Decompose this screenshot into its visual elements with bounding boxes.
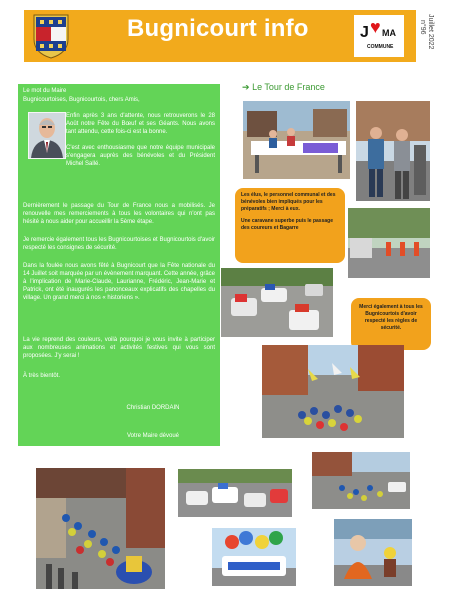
edito-paragraph-6: À très bientôt. bbox=[23, 373, 61, 379]
tour-title-text: Le Tour de France bbox=[252, 82, 325, 92]
mayor-editorial bbox=[18, 84, 220, 446]
photo-giant-puppet bbox=[334, 519, 412, 586]
photo-caravan-floats bbox=[178, 469, 292, 517]
photo-balloon-float bbox=[212, 528, 296, 586]
logo-letter: J bbox=[360, 24, 369, 41]
arrow-right-icon: ➔ bbox=[242, 82, 250, 92]
town-crest-icon bbox=[32, 13, 70, 59]
mayor-closing: Votre Maire dévoué bbox=[126, 433, 180, 439]
edito-salutation: Bugnicourtoises, Bugnicourtois, chers Amis, bbox=[23, 97, 140, 103]
issue-number: n°96 bbox=[419, 20, 426, 35]
photo-organizers bbox=[356, 101, 430, 201]
mayor-portrait-image bbox=[29, 113, 65, 158]
jaime-ma-commune-logo bbox=[354, 15, 404, 57]
logo-word: MA bbox=[382, 28, 396, 38]
edito-paragraph-1: Enfin après 3 ans d'attente, nous retrouverons le 28 Août notre Fête du Bœuf et ses Géants. Nous avons tant attendu, cette fois-ci est la bonne. bbox=[66, 113, 215, 135]
caption-text-safety: Merci également à tous les Bugnicourtois d'avoir respecté les règles de sécurité. bbox=[359, 304, 423, 331]
tour-section-title bbox=[242, 82, 325, 93]
caption-box-safety bbox=[351, 298, 431, 350]
photo-road-crew bbox=[348, 208, 430, 278]
caption-box-thanks bbox=[235, 188, 345, 263]
photo-cyclists-village bbox=[312, 452, 410, 509]
mayor-portrait bbox=[28, 112, 66, 159]
heart-icon: ♥ bbox=[370, 17, 381, 37]
edito-heading: Le mot du Maire bbox=[23, 88, 67, 94]
logo-subtitle: COMMUNE bbox=[367, 44, 394, 50]
photo-peloton-street bbox=[262, 345, 404, 438]
issue-info bbox=[416, 14, 446, 62]
mayor-signature: Christian DORDAIN bbox=[126, 405, 180, 411]
newsletter-title: Bugnicourt info bbox=[127, 15, 309, 42]
edito-paragraph-3: Je remercie également tous les Bugnicourtoises et Bugnicourtois d'avoir respecté les consignes de sécurité. bbox=[23, 237, 215, 251]
photo-peloton-crowd bbox=[36, 468, 165, 589]
caption-text-volunteers: Les élus, le personnel communal et des bénévoles bien impliqués pour les préparatifs ; Merci à eux. bbox=[241, 192, 336, 212]
edito-paragraph-1b: C'est avec enthousiasme que notre équipe municipale s'engagera auprès des bénévoles et du Président Michel Sallé. bbox=[66, 145, 215, 167]
header-band bbox=[24, 10, 416, 62]
edito-paragraph-2: Dernièrement le passage du Tour de France nous a mobilisés. Je renouvelle mes remerciements à tous les volontaires qui n'ont pas hésité à nous aider pour accueillir la 5ème étape. bbox=[23, 203, 215, 225]
photo-caravan bbox=[221, 268, 333, 337]
caption-text-caravan: Une caravane superbe puis le passage des coureurs et Bagarre bbox=[241, 218, 333, 231]
edito-paragraph-4: Dans la foulée nous avons fêté à Bugnicourt que la Fête nationale du 14 Juillet soit marquée par un évènement marquant. Cette année, grâce à l'implication de Marie-Claude, Laurianne, Frédéric, Jean-Marie et Patrick, ont été inaugurés les panonceaux explicatifs des chapelles du village. Un grand merci à nos « historiens ». bbox=[23, 263, 215, 301]
photo-volunteers bbox=[243, 101, 350, 179]
edito-paragraph-5: La vie reprend des couleurs, voilà pourquoi je vous invite à participer aux nombreuses animations et activités festives qui vous sont proposées. J'y serai ! bbox=[23, 337, 215, 359]
issue-date: Juillet 2022 bbox=[427, 14, 434, 50]
